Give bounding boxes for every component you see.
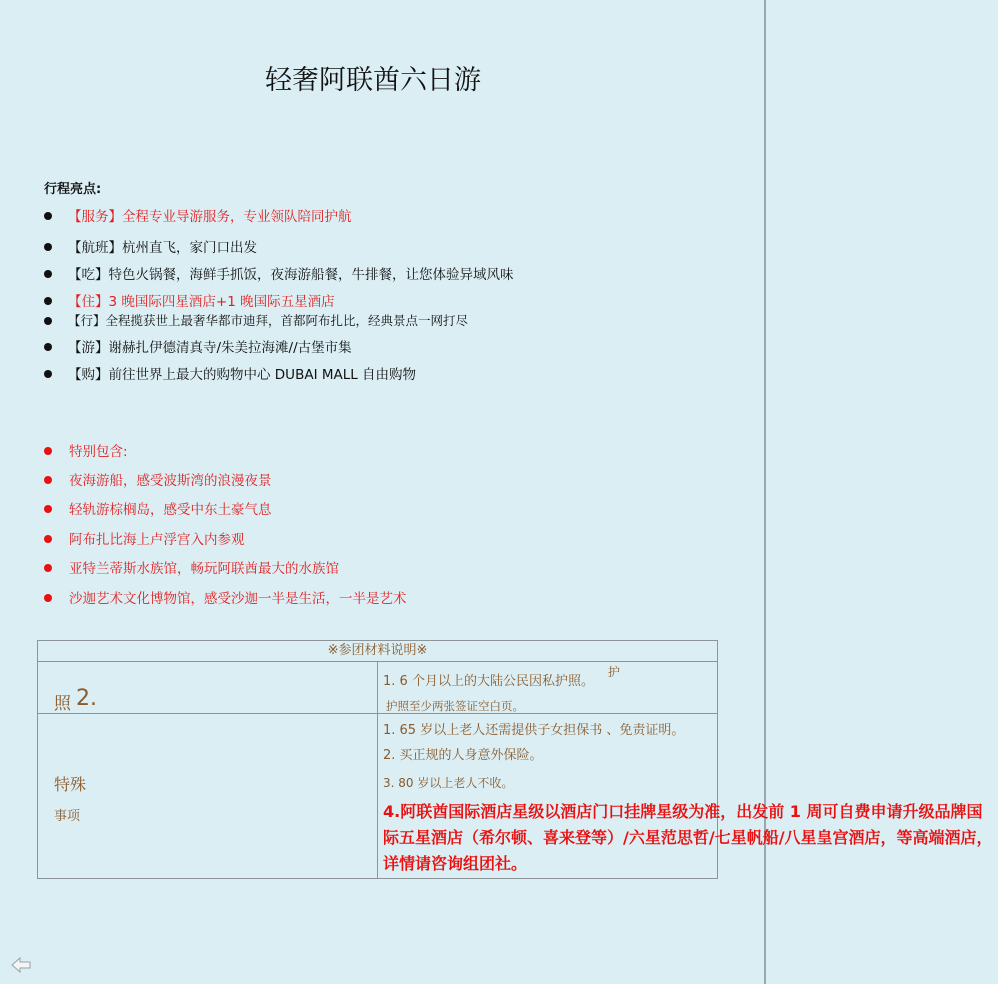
passport-line-2: 护照至少两张签证空白页。 (386, 699, 524, 713)
passport-superscript: 护 (608, 665, 621, 679)
special-item: 夜海游船，感受波斯湾的浪漫夜景 (44, 469, 272, 489)
special-label: 特殊 (54, 775, 87, 794)
highlight-shopping: 【购】前往世界上最大的购物中心 DUBAI MALL 自由购物 (44, 363, 416, 383)
red-bullet-icon (44, 564, 52, 572)
highlights-label: 行程亮点: (44, 182, 102, 197)
bullet-icon (44, 297, 52, 305)
red-bullet-icon (44, 476, 52, 484)
bullet-icon (44, 343, 52, 351)
passport-label: 照 (54, 694, 71, 714)
passport-number: 2. (76, 686, 97, 711)
passport-line-1: 1. 6 个月以上的大陆公民因私护照。 (383, 674, 594, 689)
page-title: 轻奢阿联酋六日游 (265, 65, 481, 96)
bullet-icon (44, 243, 52, 251)
special-label-sub: 事项 (54, 809, 81, 824)
red-bullet-icon (44, 505, 52, 513)
bullet-icon (44, 212, 52, 220)
highlight-flight: 【航班】杭州直飞，家门口出发 (44, 236, 257, 256)
table-header: ※参团材料说明※ (38, 641, 718, 662)
highlight-hotel: 【住】3 晚国际四星酒店+1 晚国际五星酒店 (44, 290, 335, 310)
special-line-1: 1. 65 岁以上老人还需提供子女担保书 、免责证明。 (383, 723, 685, 738)
highlight-service: 【服务】全程专业导游服务，专业领队陪同护航 (44, 205, 352, 225)
hotel-notice: 4.阿联酋国际酒店星级以酒店门口挂牌星级为准，出发前 1 周可自费申请升级品牌国际五星酒店（希尔顿、喜来登等）/六星范思哲/七星帆船/八星皇宫酒店，等高端酒店，详情请咨询组团社。 (383, 802, 993, 873)
highlight-travel: 【行】全程揽获世上最奢华都市迪拜，首都阿布扎比，经典景点一网打尽 (44, 311, 468, 329)
special-line-2: 2. 买正规的人身意外保险。 (383, 748, 543, 763)
passport-content-cell (378, 662, 718, 714)
red-bullet-icon (44, 535, 52, 543)
special-line-3: 3. 80 岁以上老人不收。 (383, 776, 514, 790)
special-item: 沙迦艺术文化博物馆，感受沙迦一半是生活，一半是艺术 (44, 587, 407, 607)
special-item: 轻轨游棕榈岛，感受中东土豪气息 (44, 498, 272, 518)
special-label-cell (38, 714, 378, 879)
bullet-icon (44, 270, 52, 278)
passport-label-cell (38, 662, 378, 714)
back-arrow-icon[interactable] (11, 957, 31, 973)
bullet-icon (44, 317, 52, 325)
highlight-tour: 【游】谢赫扎伊德清真寺/朱美拉海滩//古堡市集 (44, 336, 352, 356)
special-item: 阿布扎比海上卢浮宫入内参观 (44, 528, 245, 548)
highlight-food: 【吃】特色火锅餐，海鲜手抓饭，夜海游船餐，牛排餐，让您体验异域风味 (44, 263, 514, 283)
special-header: 特别包含: (44, 440, 128, 460)
special-item: 亚特兰蒂斯水族馆，畅玩阿联酋最大的水族馆 (44, 557, 339, 577)
red-bullet-icon (44, 447, 52, 455)
red-bullet-icon (44, 594, 52, 602)
bullet-icon (44, 370, 52, 378)
materials-table (37, 640, 993, 879)
special-content-cell (378, 714, 993, 879)
